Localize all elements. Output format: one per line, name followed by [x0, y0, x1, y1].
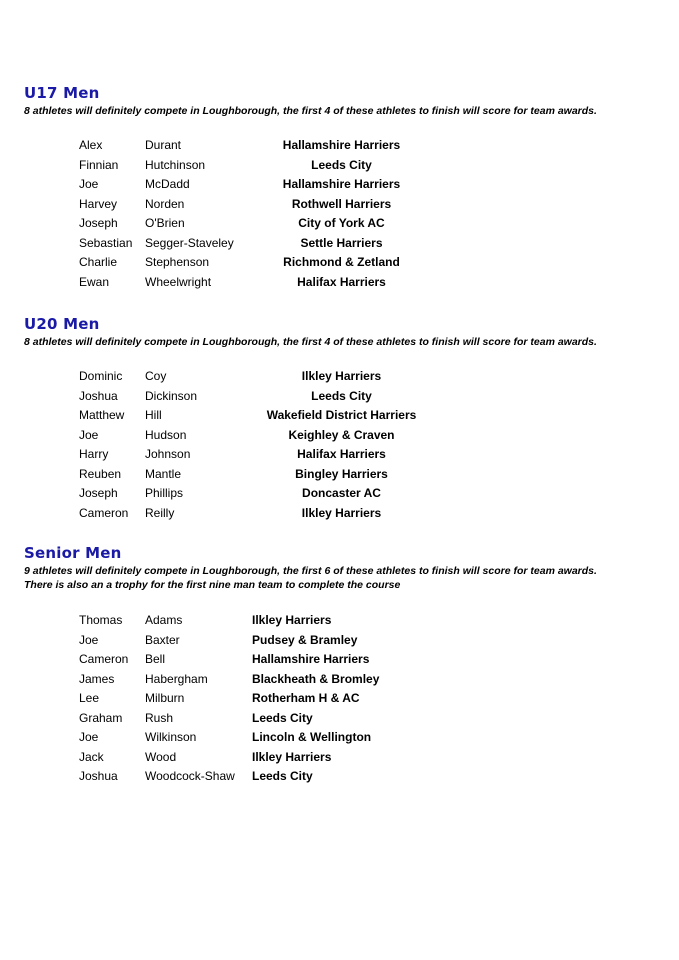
athlete-club: Ilkley Harriers [252, 749, 332, 764]
athlete-first-name: Matthew [79, 408, 125, 422]
athlete-first-name: Joshua [79, 769, 118, 783]
athlete-last-name: Wood [145, 749, 177, 764]
athlete-last-name: Mantle [145, 466, 182, 481]
athlete-last-name: Norden [145, 196, 185, 211]
athlete-last-name: Adams [145, 613, 183, 627]
athlete-club: Blackheath & Bromley [252, 671, 380, 686]
section-note: 8 athletes will definitely compete in Loughborough, the first 4 of these athletes to finish will score for team awards. [24, 105, 597, 117]
athlete-first-name: Thomas [79, 613, 123, 627]
athlete-club: Pudsey & Bramley [252, 632, 358, 647]
athlete-club: Rotherham H & AC [252, 691, 360, 705]
athlete-club: Doncaster AC [302, 486, 381, 500]
athlete-first-name: Dominic [79, 369, 123, 383]
section-senior-men [24, 544, 664, 783]
athlete-club: Halifax Harriers [297, 274, 386, 289]
athlete-first-name: Jack [79, 749, 104, 764]
athlete-last-name: Wheelwright [145, 274, 212, 289]
athlete-first-name: Sebastian [79, 235, 133, 250]
athlete-first-name: Cameron [79, 505, 129, 520]
athlete-club: Ilkley Harriers [301, 505, 382, 520]
section-u20-men [24, 315, 664, 520]
athlete-club: Rothwell Harriers [291, 196, 392, 211]
athlete-last-name: Johnson [145, 447, 191, 461]
athlete-first-name: Joe [79, 177, 99, 191]
athlete-last-name: Phillips [145, 486, 184, 500]
athlete-club: Wakefield District Harriers [266, 408, 417, 422]
athlete-first-name: Joshua [79, 388, 118, 403]
athlete-first-name: James [79, 671, 115, 686]
athlete-last-name: Coy [145, 369, 167, 383]
athlete-last-name: Segger-Staveley [145, 235, 234, 250]
athlete-last-name: Wilkinson [145, 730, 197, 744]
athlete-last-name: Rush [145, 710, 174, 725]
athlete-last-name: Habergham [145, 671, 208, 686]
athlete-club: Leeds City [311, 157, 372, 172]
section-title: U20 Men [24, 315, 100, 333]
section-note: 9 athletes will definitely compete in Loughborough, the first 6 of these athletes to finish will score for team awards. [24, 565, 597, 577]
athlete-first-name: Harry [79, 447, 109, 461]
athlete-first-name: Joseph [79, 486, 118, 500]
athlete-club: Ilkley Harriers [252, 613, 332, 627]
athlete-last-name: Baxter [145, 632, 180, 647]
athlete-first-name: Joe [79, 632, 99, 647]
athlete-club: Ilkley Harriers [301, 369, 382, 383]
athlete-club: Settle Harriers [300, 235, 383, 250]
athlete-last-name: Dickinson [145, 388, 198, 403]
athlete-last-name: Reilly [145, 505, 175, 520]
athlete-first-name: Joseph [79, 216, 118, 230]
athlete-last-name: Hudson [145, 427, 187, 442]
athlete-club: Bingley Harriers [295, 466, 388, 481]
athlete-last-name: Milburn [145, 691, 185, 705]
athlete-club: Keighley & Craven [288, 427, 395, 442]
athlete-club: City of York AC [298, 216, 385, 230]
athlete-club: Hallamshire Harriers [282, 177, 401, 191]
athlete-first-name: Lee [79, 691, 100, 705]
section-title: U17 Men [24, 84, 100, 102]
athlete-club: Hallamshire Harriers [282, 138, 401, 152]
athlete-club: Leeds City [252, 769, 313, 783]
athlete-club: Hallamshire Harriers [252, 652, 370, 666]
athlete-club: Richmond & Zetland [283, 255, 400, 269]
athlete-last-name: McDadd [145, 177, 190, 191]
athlete-club: Leeds City [311, 388, 372, 403]
athlete-first-name: Alex [79, 138, 103, 152]
athlete-first-name: Cameron [79, 652, 129, 666]
athlete-last-name: O'Brien [145, 216, 185, 230]
athlete-first-name: Joe [79, 427, 99, 442]
athlete-first-name: Ewan [79, 274, 110, 289]
athlete-last-name: Hill [145, 408, 162, 422]
athlete-last-name: Durant [145, 138, 182, 152]
athlete-club: Leeds City [252, 710, 313, 725]
athlete-first-name: Charlie [79, 255, 118, 269]
athlete-last-name: Woodcock-Shaw [145, 769, 235, 783]
athlete-first-name: Harvey [79, 196, 118, 211]
athlete-last-name: Bell [145, 652, 166, 666]
section-note: 8 athletes will definitely compete in Loughborough, the first 4 of these athletes to finish will score for team awards. [24, 336, 597, 348]
athlete-club: Halifax Harriers [297, 447, 386, 461]
athlete-club: Lincoln & Wellington [252, 730, 372, 744]
athlete-last-name: Hutchinson [145, 157, 206, 172]
section-note: There is also an a trophy for the first nine man team to complete the course [24, 579, 401, 591]
athlete-first-name: Reuben [79, 466, 122, 481]
athlete-first-name: Graham [79, 710, 123, 725]
athlete-last-name: Stephenson [145, 255, 210, 269]
section-u17-men [24, 84, 664, 289]
section-title: Senior Men [24, 544, 122, 562]
athlete-first-name: Finnian [79, 157, 119, 172]
athlete-first-name: Joe [79, 730, 99, 744]
